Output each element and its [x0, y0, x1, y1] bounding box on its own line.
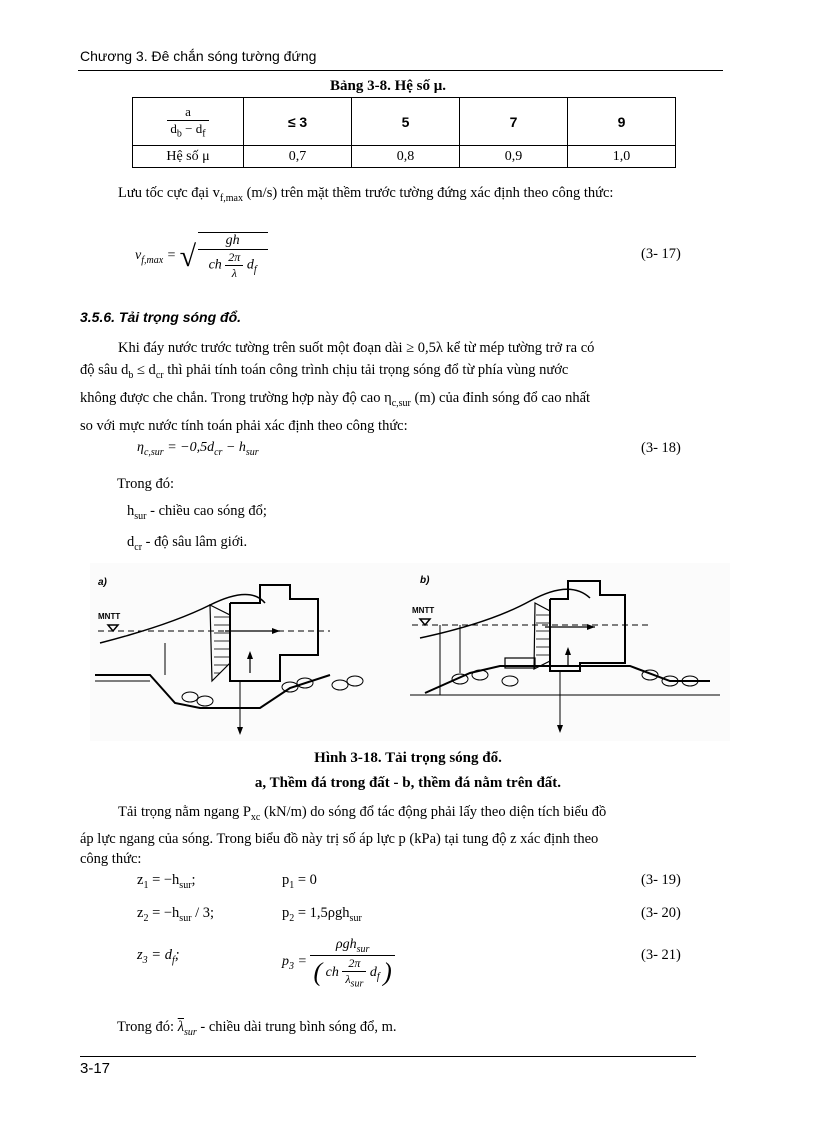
figure-breaking-wave-load [90, 563, 730, 741]
footer-rule [80, 1056, 696, 1057]
svg-text:b): b) [420, 575, 430, 586]
mntt-label: MNTT [98, 612, 121, 621]
chapter-header: Chương 3. Đê chắn sóng tường đứng [80, 48, 317, 64]
paragraph-breaking-wave: Khi đáy nước trước tường trên suốt một đoạn dài ≥ 0,5λ kể từ mép tường trở ra có độ sâu $d_b \le d_{cr}$ thì phải tính toán công trình chịu tải trọng sóng đổ từ phía vùng nước không được che chắn. Trong trường hợp này độ cao $\eta_{c,sur}$ (m) của đỉnh sóng đổ cao nhất so với mực nước tính toán phải xác định theo công thức: [80, 340, 595, 434]
table-cell: 0,7 [244, 146, 352, 168]
paragraph-velocity: Lưu tốc cực đại $v_{f,max}$ (m/s) trên mặt thềm trước tường đứng xác định theo công thức: [118, 185, 614, 204]
paragraph-horizontal-load: Tải trọng nằm ngang $P_{xc}$ (kN/m) do sóng đổ tác động phải lấy theo diện tích biểu đồ áp lực ngang của sóng. Trong biểu đồ này trị số áp lực p (kPa) tại tung độ z xác định theo công thức: [80, 804, 607, 867]
table-cell: 1,0 [568, 146, 676, 168]
svg-text:a): a) [98, 577, 107, 588]
equation-3-21-z: $z_3 = d_f$; [137, 947, 180, 966]
where-item: $h_{sur}$ - chiều cao sóng đổ; [127, 503, 267, 522]
table-head-col: 7 [460, 98, 568, 146]
table-cell: 0,8 [352, 146, 460, 168]
equation-number: (3- 21) [641, 947, 681, 963]
table-head-col: 5 [352, 98, 460, 146]
section-heading: 3.5.6. Tải trọng sóng đổ. [80, 309, 242, 325]
equation-3-19-p: $p_1 = 0$ [282, 872, 317, 891]
equation-3-19-z: $z_1 = -h_{sur}$; [137, 872, 196, 891]
equation-number: (3- 18) [641, 440, 681, 456]
equation-3-17: $v_{f,max}$ = √ gh ch $\frac{2\pi}{\lambda}$ $d_f$ [135, 232, 268, 281]
equation-3-18: $\eta_{c,sur} = -0,5d_{cr} - h_{sur}$ [137, 440, 259, 458]
mntt-label: MNTT [412, 606, 435, 615]
header-rule [78, 70, 723, 71]
mu-table [132, 97, 676, 168]
table-title: Bảng 3-8. Hệ số μ. [330, 78, 447, 94]
figure-caption-title: Hình 3-18. Tải trọng sóng đổ. [314, 750, 502, 766]
page-number: 3-17 [80, 1060, 111, 1077]
equation-number: (3- 17) [641, 246, 681, 262]
equation-3-20-z: $z_2 = -h_{sur} / 3$; [137, 905, 215, 924]
where-lambda: Trong đó: $\overline{\lambda}_{sur}$ - chiều dài trung bình sóng đổ, m. [117, 1019, 397, 1038]
table-cell: 0,9 [460, 146, 568, 168]
table-row-label: Hệ số μ [133, 146, 244, 168]
where-label: Trong đó: [117, 476, 175, 492]
table-head-col: ≤ 3 [244, 98, 352, 146]
table-head-fraction: $\frac{a}{d_b - d_f}$ [133, 98, 244, 146]
figure-caption-subtitle: a, Thềm đá trong đất - b, thềm đá nằm trên đất. [254, 775, 562, 791]
table-head-col: 9 [568, 98, 676, 146]
where-item: $d_{cr}$ - độ sâu lâm giới. [127, 534, 248, 553]
equation-number: (3- 20) [641, 905, 681, 921]
equation-number: (3- 19) [641, 872, 681, 888]
equation-3-21-p: $p_3$ = ρgh$_{sur}$ ( ch $\frac{2\pi}{\lambda_{sur}}$ $d_f$ ) [282, 937, 395, 989]
equation-3-20-p: $p_2 = 1,5\rho gh_{sur}$ [282, 905, 362, 924]
